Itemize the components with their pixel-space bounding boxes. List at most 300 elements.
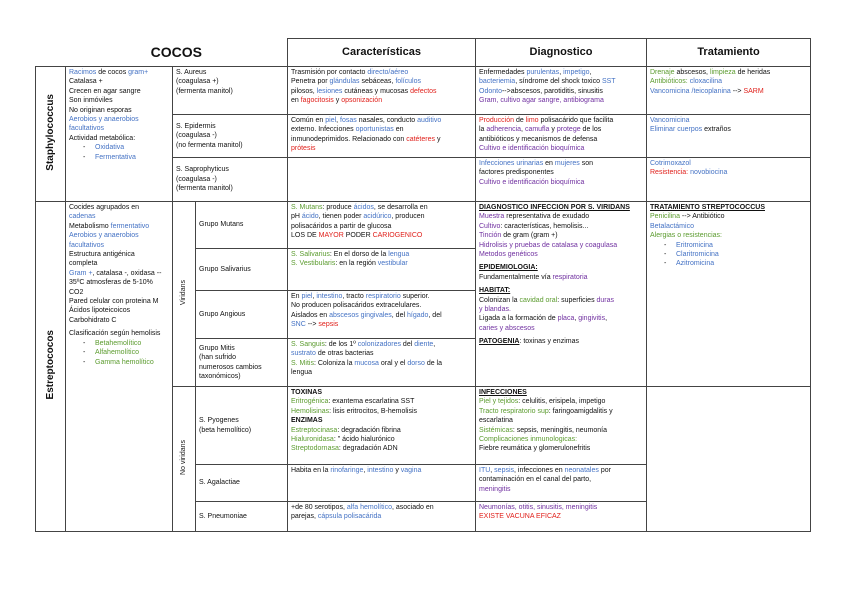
text-run: intestino [316, 293, 343, 300]
text-line [291, 259, 472, 268]
text-run: fosas [340, 117, 359, 124]
text-run: Neumonías, otitis, sinusitis, meningitis [479, 504, 598, 511]
text-line [291, 250, 472, 259]
text-run: S. Vestibularis [291, 260, 336, 268]
text-run: parejas, [291, 513, 318, 521]
section-label-staphylococcus: Staphylococcus [36, 67, 66, 202]
text-run: TOXINAS [291, 389, 322, 396]
text-line [291, 212, 472, 221]
text-run: Betahemolítico [95, 339, 142, 347]
text-run: abscesos, [676, 69, 710, 76]
text-line [291, 231, 472, 240]
staph-aureus-caract [288, 67, 476, 115]
text-run: Racimos [69, 69, 99, 76]
text-run: y [335, 97, 342, 105]
text-run: de gram (gram +) [503, 232, 558, 240]
text-run: Clasificación según hemolisis [69, 330, 161, 338]
text-run: Común en [291, 117, 326, 124]
text-run: : faringoamigdalitis y [548, 407, 613, 415]
species-name-line: S. Epidermis [176, 122, 216, 130]
text-run: sebáceas, [361, 78, 396, 86]
text-run: Fiebre reumática y glomerulonefritis [479, 445, 591, 453]
text-run: Eritromicina [676, 241, 713, 249]
text-line [479, 305, 643, 314]
text-run: Sistémicas [479, 426, 513, 434]
staph-epidermis-diag [476, 115, 647, 158]
page-title: COCOS [150, 43, 202, 60]
text-run: : exantema escarlatina SST [328, 398, 415, 406]
text-line [291, 301, 472, 310]
text-run: PATOGENIA [479, 338, 520, 346]
text-run: S. Mitis [291, 359, 314, 367]
text-run: catéteres [406, 135, 437, 143]
text-run: Enfermedades [479, 69, 527, 76]
text-run: duras [596, 296, 615, 304]
text-line [291, 311, 472, 320]
text-run: Tracto respiratorio sup [479, 407, 549, 415]
text-run: Gamma hemolítico [95, 358, 154, 366]
text-run: cloxacilina [689, 78, 722, 86]
text-line [69, 106, 169, 115]
text-run: Son inmóviles [69, 97, 113, 105]
text-run: Estreptocinasa [291, 426, 338, 434]
text-line [69, 316, 169, 325]
text-run: No originan esporas [69, 106, 132, 114]
text-line [650, 203, 807, 212]
text-line [479, 203, 643, 212]
text-run: TRATAMIENTO STREPTOCOCCUS [650, 204, 765, 211]
text-line [69, 203, 169, 212]
species-name-line: (fermenta manitol) [176, 87, 233, 95]
text-run: Oxidativa [95, 144, 125, 152]
text-line [479, 273, 643, 282]
text-line [650, 77, 807, 86]
text-line [291, 407, 472, 416]
text-run: acidúrico [363, 213, 392, 221]
species-name-line: (no fermenta manitol) [176, 141, 243, 149]
text-line [650, 68, 807, 77]
text-run: Drenaje [650, 69, 677, 76]
text-run: rinofaringe [330, 467, 364, 474]
text-line [650, 212, 807, 221]
text-run: limpieza [709, 69, 738, 76]
text-run: de los [582, 126, 602, 134]
species-name-line: S. Pyogenes [199, 417, 239, 425]
text-run: , [336, 117, 341, 124]
text-run: de cocos [98, 69, 129, 76]
text-run: -->abscesos, parotiditis, sinusitis [501, 87, 603, 95]
text-line [291, 368, 472, 377]
text-run: --> [305, 321, 319, 329]
staph-aureus-diag [476, 67, 647, 115]
text-run: vagina [400, 467, 422, 474]
text-run: S. Salivarius [291, 251, 330, 258]
text-run: facultativos [69, 125, 105, 133]
species-name-line: S. Pneumoniae [199, 512, 247, 520]
text-run: SST [601, 78, 616, 86]
text-run: hígado [406, 311, 429, 319]
text-run: SNC [291, 321, 306, 329]
text-run: Fermentativa [95, 153, 136, 161]
text-run: CO2 [69, 288, 84, 296]
species-name-line: (fermenta manitol) [176, 185, 233, 193]
species-name-line: (coagulasa +) [176, 78, 219, 86]
text-line [95, 358, 169, 367]
text-line [291, 416, 472, 425]
staph-saprophyticus-name [173, 158, 288, 202]
text-run: Habita en la [291, 467, 331, 474]
text-run: alfa hemolítico [346, 504, 392, 511]
text-line [291, 426, 472, 435]
strep-trat [647, 202, 811, 387]
strep-mitis-name [196, 339, 288, 387]
staph-saprophyticus-diag [476, 158, 647, 202]
text-line [291, 359, 472, 368]
text-run: , síndrome del shock toxico [515, 78, 602, 86]
text-line [479, 407, 643, 416]
text-line [479, 250, 643, 259]
text-run: fermentativo [110, 222, 150, 230]
text-run: : degradación ADN [338, 445, 398, 453]
species-name-line: Grupo Mitis [199, 344, 235, 352]
text-run: Penicilina [650, 213, 680, 221]
text-line [479, 222, 643, 231]
text-run: impetigo [563, 69, 590, 76]
species-name-line: (coagulasa -) [176, 132, 217, 140]
text-run: , [559, 69, 564, 76]
strep-agalactiae-caract [288, 465, 476, 502]
text-line [291, 116, 472, 125]
text-run: pilosos, [291, 87, 317, 95]
text-run: Metabolismo [69, 222, 111, 230]
text-run: extraños [704, 126, 731, 134]
text-run: polisacárido que facilita [540, 117, 614, 124]
text-run: limo [525, 117, 541, 124]
text-run: Odonto [479, 87, 502, 95]
text-run: dorso [407, 359, 427, 367]
text-line [95, 153, 169, 162]
text-run: polisacáridos a partir de glucosa [291, 222, 392, 230]
text-line [479, 435, 643, 444]
text-line [479, 68, 643, 77]
staph-general [69, 68, 169, 143]
text-run: nasales, conducto [358, 117, 418, 124]
text-line [69, 96, 169, 105]
text-line [676, 259, 807, 268]
text-run: INFECCIONES [479, 389, 527, 396]
text-run: antibióticos y mecanismos de defensa [479, 135, 598, 143]
text-run: , [589, 69, 592, 76]
text-run: EXISTE VACUNA EFICAZ [479, 513, 561, 521]
text-run: EPIDEMIOLOGIA: [479, 264, 538, 272]
text-run: Alfahemolítico [95, 349, 139, 357]
text-run: abscesos gingivales [329, 311, 392, 319]
text-run: , [433, 341, 436, 348]
text-line [291, 466, 472, 475]
text-run: : En el dorso de la [329, 251, 389, 258]
text-run: la [479, 126, 487, 134]
text-line [69, 241, 169, 250]
text-run: , del [428, 311, 442, 319]
text-run: en [395, 126, 404, 134]
strep-pneumoniae-diag [476, 502, 647, 532]
text-run: , [490, 467, 495, 474]
text-run: de la [426, 359, 443, 367]
text-line [291, 388, 472, 397]
text-run: , del [391, 311, 407, 319]
text-line [95, 339, 169, 348]
text-run: ENZIMAS [291, 417, 323, 425]
text-run: diente [414, 341, 434, 348]
text-run: Hialuronidasa [291, 436, 334, 444]
text-run: Streptodornasa [291, 445, 339, 453]
text-run: Hemolisinas [291, 407, 330, 415]
text-run: Pared celular con proteina M [69, 298, 159, 306]
text-line [479, 475, 643, 484]
text-run: : toxinas y enzimas [519, 338, 579, 346]
text-run: Tinción [479, 232, 504, 240]
text-line [69, 124, 169, 133]
text-run: , catalasa -, oxidasa -- [92, 269, 162, 277]
text-line [479, 416, 643, 425]
text-run: placa [557, 315, 575, 323]
text-run: oral y el [380, 359, 408, 367]
list-item [676, 259, 807, 268]
text-run: caries y abscesos [479, 324, 535, 332]
text-run: camufla [524, 126, 552, 134]
col-header-tratamiento: Tratamiento [647, 39, 811, 67]
text-run: Trasmisión por contacto [291, 69, 368, 76]
strep-pneumoniae-caract [288, 502, 476, 532]
text-run: +de 80 serotipos, [291, 504, 347, 511]
text-run: Gram, cultivo agar sangre, antibiograma [479, 97, 604, 105]
text-line [291, 512, 472, 521]
text-run: en [545, 160, 555, 167]
text-run: Cultivo e identificación bioquímica [479, 145, 585, 153]
text-line [650, 116, 807, 125]
text-run: oportunistas [355, 126, 396, 134]
text-line [95, 348, 169, 357]
staph-metabolism-list [69, 143, 169, 162]
text-line [69, 222, 169, 231]
text-run: sepsis [494, 467, 515, 474]
species-name-line: (beta hemolítico) [199, 426, 252, 434]
text-line [69, 269, 169, 278]
list-item [676, 250, 807, 259]
strep-general [69, 203, 169, 339]
text-line [69, 329, 169, 338]
text-run: Ácidos lipoteicoicos [69, 307, 131, 315]
text-run: y [436, 135, 441, 143]
staph-aureus-name [173, 67, 288, 115]
text-run: novobiocina [690, 169, 728, 177]
text-run: pH [291, 213, 302, 221]
text-run: prótesis [291, 145, 316, 153]
text-line [479, 314, 643, 323]
text-run: gram+ [128, 69, 149, 76]
text-line [479, 168, 643, 177]
text-line [479, 337, 643, 346]
text-run: , infecciones en [514, 467, 565, 474]
species-name-line: S. Aureus [176, 69, 207, 76]
text-line [69, 115, 169, 124]
text-run: --> Antibiótico [679, 213, 725, 221]
text-line [479, 426, 643, 435]
text-run: ácido [301, 213, 319, 221]
text-run: representativa de exudado [506, 213, 590, 221]
text-run: Colonizan la [479, 296, 520, 304]
text-run: lengua [291, 369, 313, 377]
col-header-diagnostico: Diagnostico [476, 39, 647, 67]
text-run: ácidos [353, 204, 374, 211]
text-line [291, 292, 472, 301]
text-line [69, 259, 169, 268]
text-line [479, 116, 643, 125]
text-run: Antibióticos: [650, 78, 690, 86]
text-line [650, 87, 807, 96]
text-run: escarlatina [479, 417, 513, 425]
text-run: opsonización [341, 97, 383, 105]
text-run: Cocides agrupados en [69, 204, 140, 211]
staph-epidermis-trat [647, 115, 811, 158]
text-line [650, 168, 807, 177]
text-run: lesiones [316, 87, 345, 95]
text-run: neonatales [564, 467, 601, 474]
text-run: Metodos genéticos [479, 251, 538, 259]
text-line [479, 87, 643, 96]
list-item [676, 241, 807, 250]
text-line [479, 466, 643, 475]
strep-trat-list [650, 241, 807, 269]
text-run: inmunodeprimidos. Relacionado con [291, 135, 407, 143]
text-run: Crecen en agar sangre [69, 87, 141, 95]
text-run: purulentas [526, 69, 560, 76]
species-name-line: Grupo Mutans [199, 221, 244, 229]
group-label-viridans: Viridans [173, 202, 196, 387]
text-run: CARIOGENICO [372, 232, 423, 240]
text-line [291, 203, 472, 212]
list-item [95, 348, 169, 357]
staph-general-cell [66, 67, 173, 202]
text-run: y [551, 126, 557, 134]
text-run: Vancomicina /teicoplanina [650, 87, 731, 95]
text-run: , [574, 315, 579, 323]
text-line [479, 96, 643, 105]
text-line [650, 231, 807, 240]
list-item [95, 153, 169, 162]
text-run: factores predisponentes [479, 169, 554, 177]
strep-hemolysis-list [69, 339, 169, 367]
text-run: Aerobios y anaerobios [69, 116, 139, 124]
species-name-line: S. Saprophyticus [176, 166, 229, 174]
text-line [479, 324, 643, 333]
text-line [291, 340, 472, 349]
text-line [676, 241, 807, 250]
text-run: Muestra [479, 213, 507, 221]
text-run: cutáneas y mucosas [344, 87, 411, 95]
text-run: S. Sanguis [291, 341, 325, 348]
list-item [95, 339, 169, 348]
text-run: , [363, 467, 368, 474]
text-run: defectos [410, 87, 437, 95]
strep-agalactiae-name [196, 465, 288, 502]
strep-mitis-caract [288, 339, 476, 387]
text-run: contaminación en el canal del parto, [479, 476, 592, 484]
text-line [291, 320, 472, 329]
text-run: fagocitosis [300, 97, 336, 105]
text-run: : de los 1º [324, 341, 358, 348]
text-line [291, 68, 472, 77]
text-line [479, 263, 643, 272]
text-run: : en la región [335, 260, 378, 268]
strep-pneumoniae-name [196, 502, 288, 532]
text-run: folículos [395, 78, 421, 86]
text-run: externo. Infecciones [291, 126, 356, 134]
text-line [69, 87, 169, 96]
text-line [479, 159, 643, 168]
text-run: Estructura antigénica [69, 251, 135, 259]
text-run: 35ºC atmosferas de 5-10% [69, 279, 153, 287]
text-line [291, 222, 472, 231]
text-run: y [395, 467, 401, 474]
species-name-line: (han sufrido [199, 354, 236, 362]
text-line [479, 178, 643, 187]
text-run: gingivitis [578, 315, 606, 323]
text-run: Piel y tejidos [479, 398, 519, 406]
strep-agalactiae-diag [476, 465, 647, 502]
text-run: , producen [391, 213, 425, 221]
text-line [479, 286, 643, 295]
text-line [291, 125, 472, 134]
text-run: , tracto [342, 293, 366, 300]
text-run: sepsis [318, 321, 339, 329]
text-run: piel [301, 293, 313, 300]
strep-angious-caract [288, 291, 476, 339]
text-line [291, 349, 472, 358]
text-run: MAYOR [318, 232, 346, 240]
strep-viridans-diag [476, 202, 647, 387]
text-run: SARM [743, 87, 764, 95]
text-run: respiratorio [365, 293, 403, 300]
strep-angious-name [196, 291, 288, 339]
text-run: Cultivo [479, 222, 501, 230]
strep-mutans-name [196, 202, 288, 249]
text-run: de [515, 117, 526, 124]
strep-mutans-row [36, 202, 811, 249]
text-line [291, 144, 472, 153]
text-line [479, 444, 643, 453]
text-line [291, 135, 472, 144]
text-run: No producen polisacáridos extracelulares. [291, 302, 422, 310]
text-line [291, 503, 472, 512]
text-run: por [600, 467, 611, 474]
text-run: Cotrimoxazol [650, 160, 691, 167]
text-run: : lisis eritrocitos, B-hemolisis [329, 407, 418, 415]
text-run: LOS DE [291, 232, 319, 240]
text-run: : superficies [557, 296, 597, 304]
staph-saprophyticus-trat [647, 158, 811, 202]
text-run: , [605, 315, 608, 323]
text-line [69, 231, 169, 240]
strep-pyogenes-caract [288, 387, 476, 465]
text-line [479, 503, 643, 512]
text-line [479, 135, 643, 144]
text-line [291, 397, 472, 406]
text-run: : " ácido hialurónico [333, 436, 395, 444]
strep-pyogenes-name [196, 387, 288, 465]
text-line [676, 250, 807, 259]
text-run: Infecciones urinarias [479, 160, 546, 167]
